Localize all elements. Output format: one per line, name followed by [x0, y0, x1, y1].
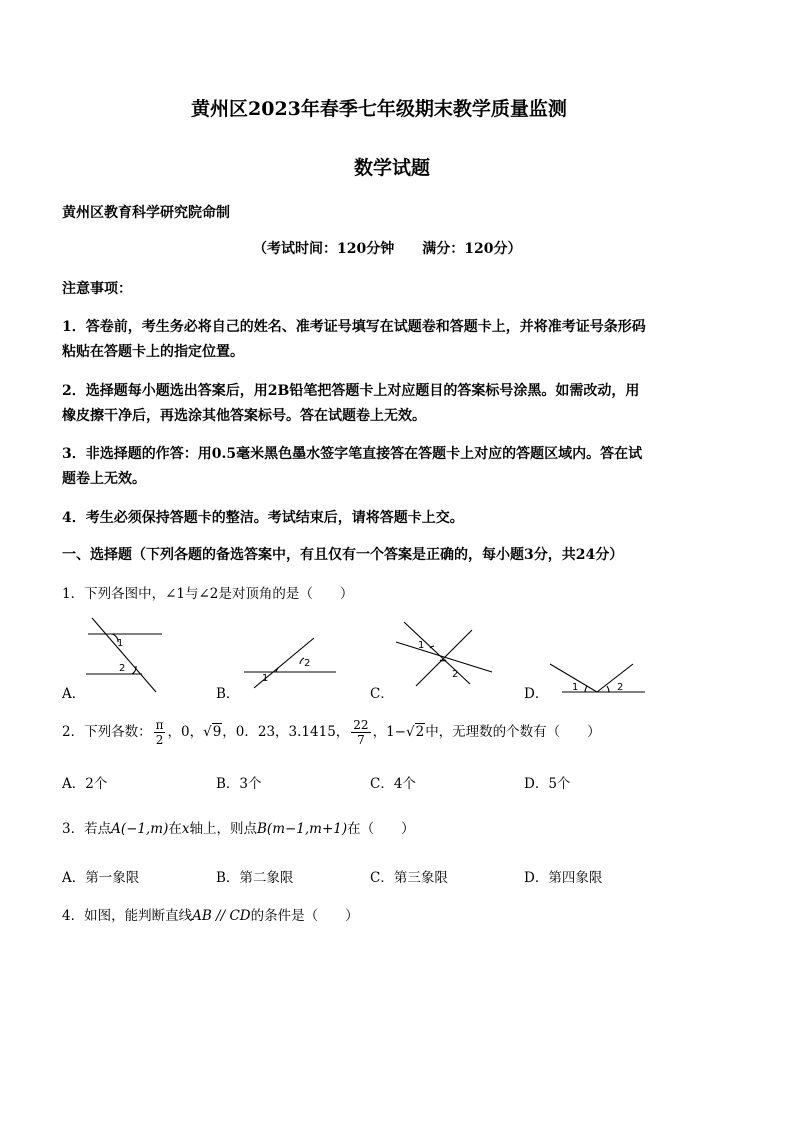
figure-a — [86, 618, 162, 692]
note-1-line2: 粘贴在答题卡上的指定位置。 — [62, 344, 244, 360]
question-1-option-d[interactable]: D． — [524, 686, 549, 702]
author-line: 黄州区教育科学研究院命制 — [62, 205, 230, 221]
q2-sqrt-sign: √ — [203, 724, 212, 740]
question-2-option-d[interactable]: D．5个 — [524, 776, 571, 792]
note-4: 4．考生必须保持答题卡的整洁。考试结束后，请将答题卡上交。 — [62, 510, 464, 526]
question-3-option-b[interactable]: B．第二象限 — [216, 870, 294, 886]
figure-d-label-2: 2 — [617, 682, 624, 693]
q3-mid-1: 在 — [168, 821, 182, 837]
q4-suffix: 的条件是（ ） — [250, 908, 359, 924]
q2-suffix: 中，无理数的个数有（ ） — [425, 724, 601, 740]
question-1-stem: 1．下列各图中，∠1与∠2是对顶角的是（ ） — [62, 586, 354, 602]
question-1-option-a[interactable]: A． — [62, 686, 86, 702]
exam-title: 黄州区2023年春季七年级期末教学质量监测 — [191, 98, 567, 120]
notes-heading: 注意事项： — [62, 281, 132, 297]
q3-mid-2: 轴上，则点 — [189, 821, 257, 837]
note-3-line2: 题卷上无效。 — [62, 471, 146, 487]
question-2-option-c[interactable]: C．4个 — [370, 776, 416, 792]
question-2-stem — [62, 715, 601, 749]
figure-c-label-1: 1 — [418, 640, 425, 651]
question-3-option-d[interactable]: D．第四象限 — [524, 870, 603, 886]
figure-a-label-1: 1 — [117, 638, 124, 649]
question-1-option-b[interactable]: B． — [216, 686, 240, 702]
q2-fraction-22-7: $\frac{22}{7}$ — [353, 718, 369, 747]
q2-sqrt-2: 2 — [415, 724, 425, 740]
question-4-stem — [62, 904, 359, 924]
figure-b — [244, 638, 336, 688]
q3-point-a: A(−1,m) — [111, 821, 169, 837]
question-3-option-c[interactable]: C．第三象限 — [370, 870, 448, 886]
note-2-line1: 2．选择题每小题选出答案后，用2B铅笔把答题卡上对应题目的答案标号涂黑。如需改动，用 — [62, 383, 640, 399]
q2-fraction-pi: $\frac{\pi}{2}$ — [155, 718, 164, 747]
exam-info: （考试时间：120分钟 满分：120分） — [253, 241, 522, 257]
exam-subtitle: 数学试题 — [354, 157, 431, 179]
note-3-line1: 3．非选择题的作答：用0.5毫米黑色墨水签字笔直接答在答题卡上对应的答题区域内。答在试 — [62, 446, 643, 462]
q4-ab-cd: AB // CD — [192, 908, 251, 924]
figure-a-label-2: 2 — [119, 663, 126, 674]
question-2-option-a[interactable]: A．2个 — [62, 776, 108, 792]
figure-c — [396, 622, 492, 686]
question-3-option-a[interactable]: A．第一象限 — [62, 870, 140, 886]
figure-d-label-1: 1 — [572, 682, 579, 693]
section-heading: 一、选择题（下列各题的备选答案中，有且仅有一个答案是正确的，每小题3分，共24分） — [62, 547, 624, 563]
q3-point-b: B(m−1,m+1) — [257, 821, 348, 837]
q3-suffix: 在（ ） — [347, 821, 415, 837]
q2-list-1: ，0， — [167, 724, 204, 740]
q2-list-3: ，1− — [372, 724, 406, 740]
q4-prefix: 4．如图，能判断直线 — [62, 908, 193, 924]
q2-list-2: ，0．23，3.1415， — [222, 724, 350, 740]
q3-x: x — [181, 821, 190, 837]
note-1-line1: 1．答卷前，考生务必将自己的姓名、准考证号填写在试题卷和答题卡上，并将准考证号条形码 — [62, 319, 646, 335]
q2-sqrt-sign-2: √ — [405, 724, 415, 740]
q2-prefix: 2．下列各数： — [62, 724, 152, 740]
q2-sqrt-9: 9 — [212, 724, 222, 740]
question-1-figures — [60, 614, 760, 694]
q3-prefix: 3．若点 — [62, 821, 112, 837]
figure-d — [550, 664, 645, 692]
figure-c-label-2: 2 — [452, 669, 459, 680]
figure-b-label-1: 1 — [262, 673, 269, 684]
figure-b-label-2: 2 — [304, 658, 311, 669]
question-1-option-c[interactable]: C． — [370, 686, 394, 702]
note-2-line2: 橡皮擦干净后，再选涂其他答案标号。答在试题卷上无效。 — [62, 408, 426, 424]
question-2-option-b[interactable]: B．3个 — [216, 776, 262, 792]
question-3-stem — [62, 817, 415, 837]
